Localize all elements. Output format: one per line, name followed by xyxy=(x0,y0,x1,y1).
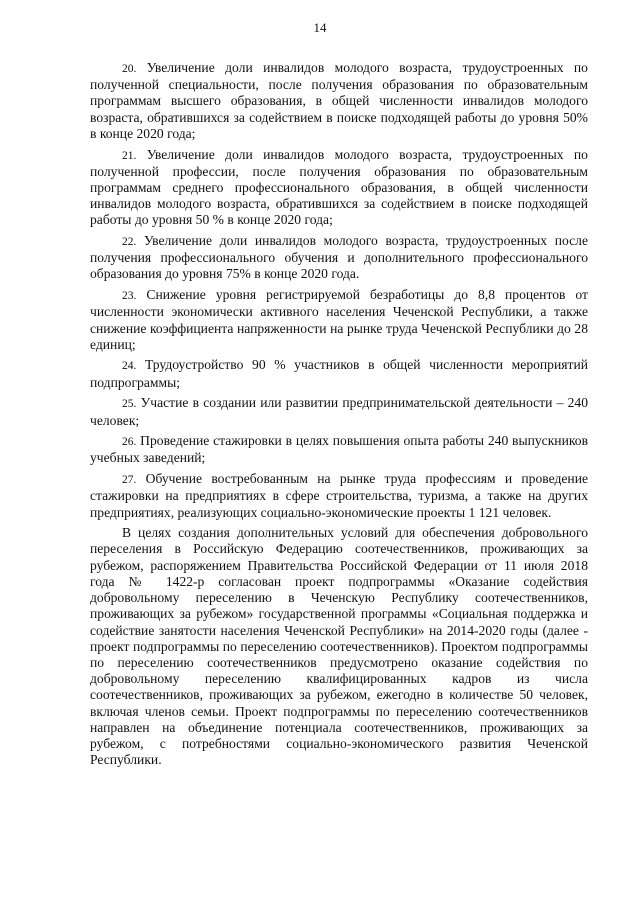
item-number: 20. xyxy=(122,63,137,75)
closing-paragraph: В целях создания дополнительных условий для обеспечения добровольного переселения в Российскую Федерацию соотечественников, проживающих за рубежом, распоряжением Правительства Российской Федерации от 11 июля 2018 года № 1422-р согласован проект подпрограммы «Оказание содействия добровольному переселению в Чеченскую Республику соотечественников, проживающих за рубежом» государственной программы «Социальная поддержка и содействие занятости населения Чеченской Республики» на 2014-2020 годы (далее - проект подпрограммы по переселению соотечественников). Проектом подпрограммы по переселению соотечественников предусмотрено оказание содействия по добровольному переселению квалифицированных кадров из числа соотечественников, проживающих за рубежом, ежегодно в количестве 50 человек, включая членов семьи. Проект подпрограммы по переселению соотечественников направлен на объединение потенциала соотечественников, проживающих за рубежом, с потребностями социально-экономического развития Чеченской Республики. xyxy=(90,525,588,768)
list-item-26 xyxy=(90,433,588,466)
item-number: 26. xyxy=(122,436,137,449)
page-number: 14 xyxy=(313,20,327,35)
item-text: Снижение уровня регистрируемой безработицы до 8,8 процентов от численности экономически активного населения Чеченской Республики, а также снижение коэффициента напряженности на рынке труда Чеченской Республики до 28 единиц; xyxy=(90,287,588,352)
list-item-24 xyxy=(90,357,588,390)
item-number: 21. xyxy=(122,149,137,162)
list-item-23 xyxy=(90,287,588,353)
item-text: Увеличение доли инвалидов молодого возраста, трудоустроенных после получения профессионального обучения и дополнительного профессионального образования до уровня 75% в конце 2020 года. xyxy=(90,233,588,282)
item-text: Участие в создании или развитии предпринимательской деятельности – 240 человек; xyxy=(90,395,588,428)
item-text: Проведение стажировки в целях повышения опыта работы 240 выпускников учебных заведений; xyxy=(90,433,588,466)
list-item-22 xyxy=(90,233,588,283)
list-item-20 xyxy=(90,60,588,142)
item-number: 27. xyxy=(122,474,137,487)
item-text: Обучение востребованным на рынке труда профессиям и проведение стажировки на предприятиях в сфере строительства, туризма, а также на других предприятиях, реализующих социально-экономические проекты 1 121 человек. xyxy=(90,471,589,520)
item-number: 24. xyxy=(122,360,137,373)
item-text: Увеличение доли инвалидов молодого возраста, трудоустроенных по полученной профессии, после получения образования по образовательным программам среднего профессионального образования, в общей численности инвалидов молодого возраста, обратившихся за содействием в поиске подходящей работы до уровня 50 % в конце 2020 года; xyxy=(90,146,588,228)
item-text: Увеличение доли инвалидов молодого возраста, трудоустроенных по полученной специальности, после получения образования по образовательным программам высшего образования, в общей численности инвалидов молодого возраста, обратившихся за содействием в поиске подходящей работы до уровня 50% в конце 2020 года; xyxy=(90,60,588,141)
list-item-25 xyxy=(90,395,588,428)
item-number: 23. xyxy=(122,290,137,303)
document-body xyxy=(90,60,588,768)
list-item-27 xyxy=(90,471,588,521)
item-text: Трудоустройство 90 % участников в общей численности мероприятий подпрограммы; xyxy=(90,357,588,390)
item-number: 22. xyxy=(122,236,137,249)
item-number: 25. xyxy=(122,398,137,411)
list-item-21 xyxy=(90,147,588,229)
